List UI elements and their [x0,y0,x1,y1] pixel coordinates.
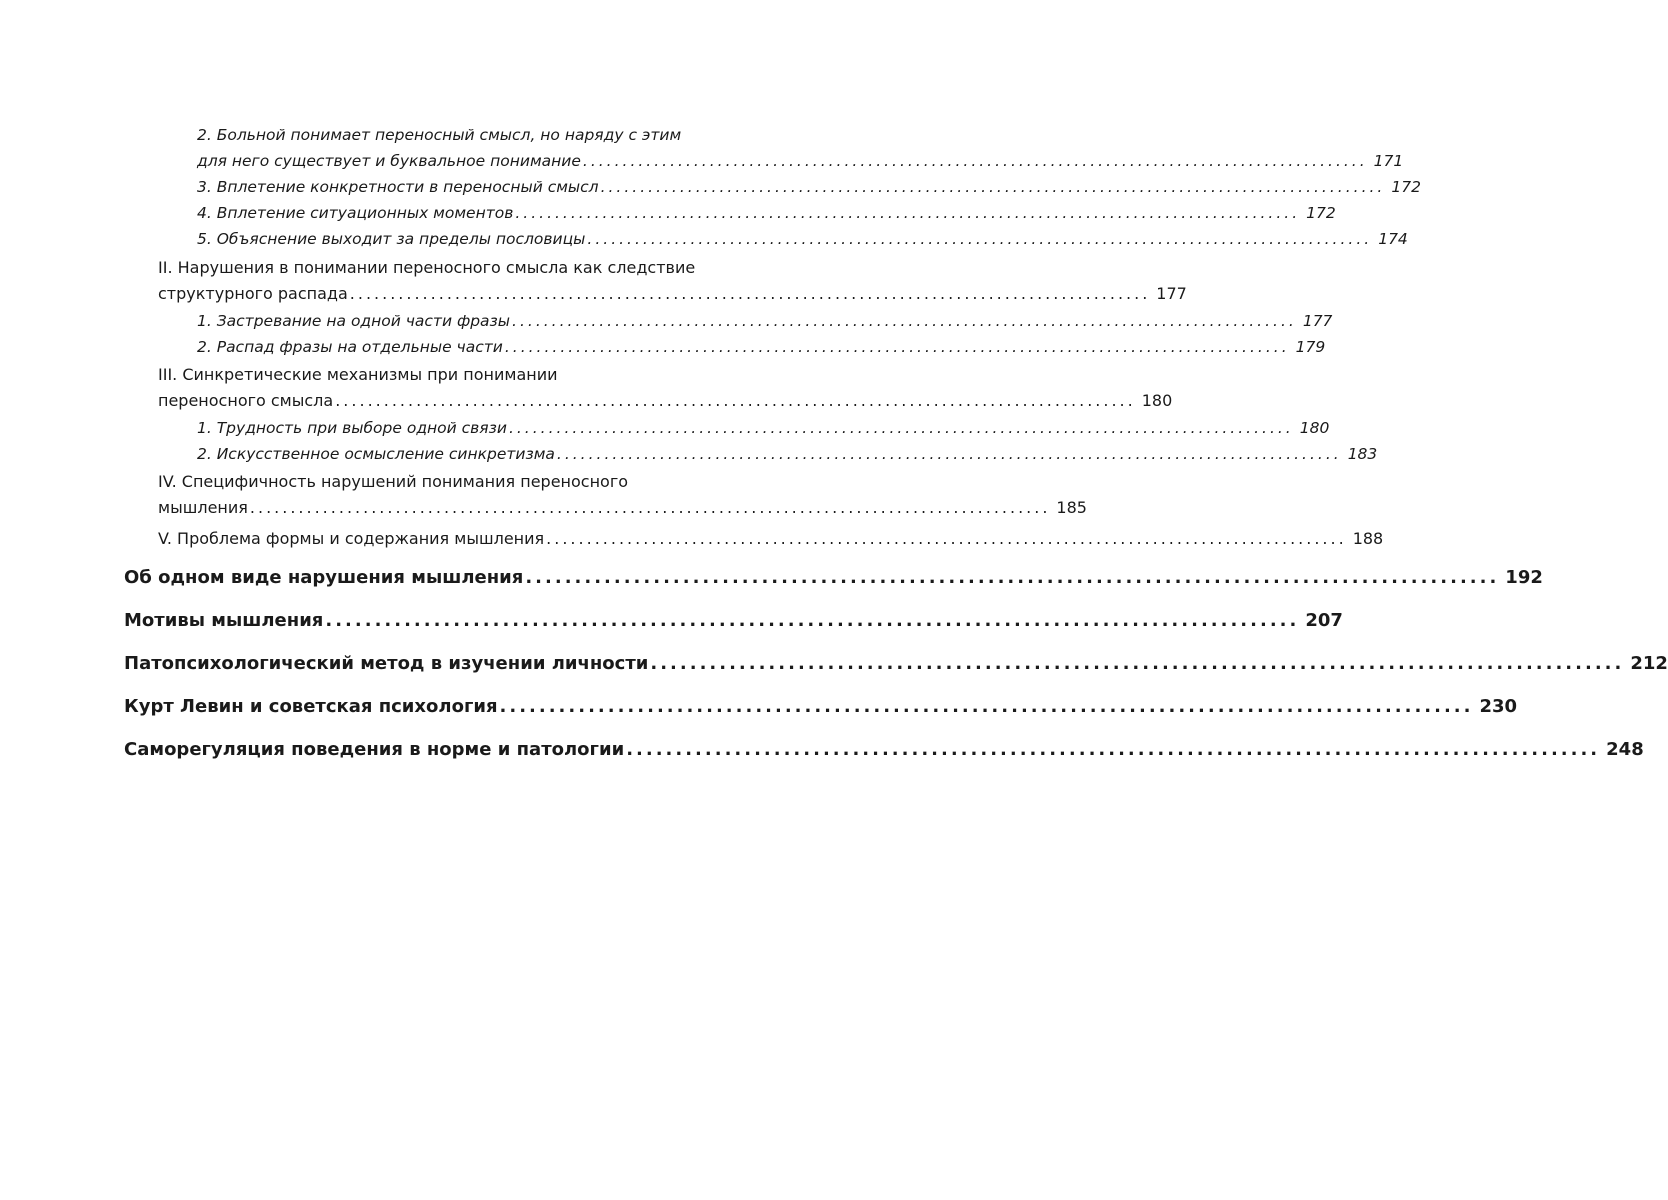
toc-page-number: 248 [1606,739,1644,760]
toc-chapter-entry[interactable] [124,653,1668,674]
dot-leader: ................................................................................................... [582,152,1368,170]
toc-page-number: 171 [1373,152,1404,170]
toc-chapter-entry[interactable] [124,739,1644,760]
toc-chapter-entry[interactable] [124,567,1543,588]
toc-entry-text: 2. Больной понимает переносный смысл, но наряду с этим [197,126,682,144]
toc-page-number: 180 [1299,419,1330,437]
toc-page-number: 172 [1306,204,1336,222]
dot-leader: ................................................................................................... [499,696,1474,717]
toc-entry[interactable] [158,498,1087,517]
toc-page-number: 179 [1295,338,1326,356]
toc-chapter-entry[interactable] [124,610,1343,631]
toc-entry[interactable] [158,391,1173,410]
toc-entry-title: Курт Левин и советская психология [124,696,498,717]
toc-entry-title: структурного распада [158,284,348,303]
dot-leader: ................................................................................................... [587,230,1373,248]
toc-entry-title: 5. Объяснение выходит за пределы пословицы [197,230,586,248]
toc-entry-title: для него существует и буквальное понимание [197,152,581,170]
toc-page-number: 177 [1156,284,1187,303]
toc-entry-title: 1. Застревание на одной части фразы [197,312,511,330]
toc-entry-text: II. Нарушения в понимании переносного смысла как следствие [158,258,696,277]
toc-page-number: 207 [1305,610,1343,631]
toc-entry[interactable] [197,419,1330,437]
toc-entry-text: III. Синкретические механизмы при понимании [158,365,558,384]
dot-leader: ................................................................................................... [349,284,1151,303]
toc-entry[interactable] [197,178,1421,196]
toc-entry-title: Мотивы мышления [124,610,324,631]
toc-entry[interactable] [197,312,1333,330]
toc-entry[interactable] [197,338,1326,356]
toc-page-number: 180 [1141,391,1173,410]
toc-page-number: 183 [1347,445,1378,463]
dot-leader: ................................................................................................... [512,312,1297,330]
toc-entry-title: 2. Распад фразы на отдельные части [197,338,503,356]
toc-entry[interactable] [158,284,1187,303]
toc-entry-title: Саморегуляция поведения в норме и патологии [124,739,625,760]
toc-entry-title: 4. Вплетение ситуационных моментов [197,204,514,222]
toc-entry-title: V. Проблема формы и содержания мышления [158,529,545,548]
dot-leader: ................................................................................................... [525,567,1500,588]
toc-page-number: 174 [1378,230,1408,248]
toc-entry-title: Об одном виде нарушения мышления [124,567,524,588]
dot-leader: ................................................................................................... [504,338,1290,356]
toc-entry[interactable] [197,152,1404,170]
toc-entry[interactable] [197,204,1336,222]
toc-entry[interactable] [158,529,1384,548]
dot-leader: ................................................................................................... [508,419,1294,437]
dot-leader: ................................................................................................... [546,529,1347,548]
toc-page-number: 185 [1056,498,1087,517]
toc-entry-title: переносного смысла [158,391,334,410]
toc-page-number: 230 [1479,696,1518,717]
toc-entry-title: 2. Искусственное осмысление синкретизма [197,445,555,463]
toc-page-number: 188 [1352,529,1384,548]
dot-leader: ................................................................................................... [325,610,1300,631]
toc-entry[interactable] [197,230,1408,248]
dot-leader: ................................................................................................... [626,739,1601,760]
toc-chapter-entry[interactable] [124,696,1518,717]
toc-entry-title: мышления [158,498,248,517]
toc-entry-title: 3. Вплетение конкретности в переносный смысл [197,178,599,196]
toc-entry-text: IV. Специфичность нарушений понимания переносного [158,472,629,491]
dot-leader: ................................................................................................... [335,391,1136,410]
toc-page-number: 192 [1505,567,1543,588]
dot-leader: ................................................................................................... [515,204,1301,222]
dot-leader: ................................................................................................... [650,653,1625,674]
toc-page-number: 212 [1630,653,1668,674]
toc-entry-title: 1. Трудность при выборе одной связи [197,419,507,437]
toc-entry-title: Патопсихологический метод в изучении личности [124,653,649,674]
dot-leader: ................................................................................................... [556,445,1342,463]
dot-leader: ................................................................................................... [249,498,1051,517]
toc-page-number: 177 [1302,312,1333,330]
dot-leader: ................................................................................................... [600,178,1386,196]
toc-page-number: 172 [1391,178,1421,196]
toc-entry[interactable] [197,445,1378,463]
